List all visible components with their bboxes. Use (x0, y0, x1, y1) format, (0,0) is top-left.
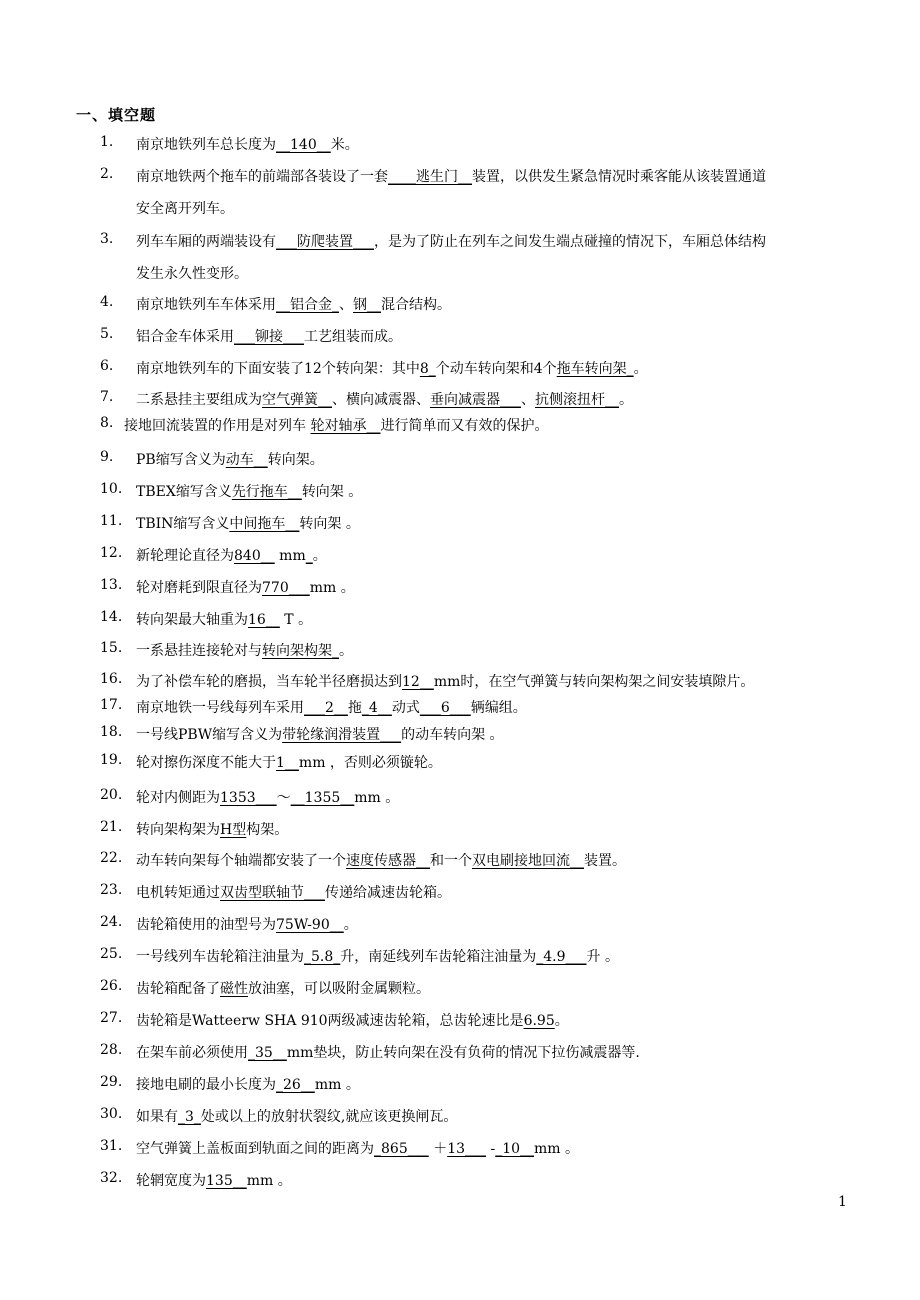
question-number: 22. (100, 850, 123, 866)
question-text: 南京地铁一号线每列车采用___2__拖_4__动式___6___辆编组。 (136, 700, 527, 716)
section-title: 一、填空题 (76, 106, 157, 124)
question-text: 电机转矩通过双齿型联轴节___传递给减速齿轮箱。 (136, 885, 451, 901)
question-number: 12. (100, 545, 123, 561)
question-text: 在架车前必须使用_35__mm垫块，防止转向架在没有负荷的情况下拉伤减震器等. (136, 1045, 640, 1061)
question-text: 新轮理论直径为840__ mm_。 (136, 548, 327, 564)
question-text: 齿轮箱配备了磁性放油塞，可以吸附金属颗粒。 (136, 981, 430, 997)
question-text: 铝合金车体采用___铆接___工艺组装而成。 (136, 329, 402, 345)
question-number: 15. (100, 640, 123, 656)
question-number: 5. (100, 326, 114, 342)
question-text-continued: 发生永久性变形。 (136, 266, 248, 282)
question-text: 转向架构架为H型构架。 (136, 822, 289, 838)
question-text: 轮对磨耗到限直径为770___mm 。 (136, 580, 355, 596)
question-text: 轮辋宽度为135__mm 。 (136, 1173, 292, 1189)
question-text: 南京地铁两个拖车的前端部各装设了一套____逃生门__装置，以供发生紧急情况时乘客能从该装置通道 (136, 169, 766, 185)
question-number: 19. (100, 752, 123, 768)
question-number: 6. (100, 358, 114, 374)
question-text: 转向架最大轴重为16__ T 。 (136, 612, 313, 628)
question-number: 14. (100, 609, 123, 625)
question-number: 17. (100, 697, 123, 713)
question-number: 1. (100, 134, 114, 150)
question-text: 齿轮箱是Watteerw SHA 910两级减速齿轮箱，总齿轮速比是6.95。 (136, 1013, 569, 1029)
question-number: 27. (100, 1010, 123, 1026)
question-number: 23. (100, 882, 123, 898)
question-number: 9. (100, 449, 114, 465)
question-number: 25. (100, 946, 123, 962)
question-number: 31. (100, 1138, 123, 1154)
question-text: 一号线列车齿轮箱注油量为_5.8_升，南延线列车齿轮箱注油量为_4.9___升 。 (136, 949, 619, 965)
question-text: 如果有_3_处或以上的放射状裂纹,就应该更换闸瓦。 (136, 1109, 458, 1125)
question-number: 3. (100, 231, 114, 247)
question-text: 南京地铁列车总长度为__140__米。 (136, 137, 359, 153)
question-text: 轮对擦伤深度不能大于1__mm ，否则必须镟轮。 (136, 755, 442, 771)
question-text: 齿轮箱使用的油型号为75W-90__。 (136, 917, 358, 933)
question-text: 接地回流装置的作用是对列车 轮对轴承__进行简单而又有效的保护。 (124, 418, 549, 434)
question-text: 南京地铁列车的下面安装了12个转向架：其中8_个动车转向架和4个拖车转向架_。 (136, 361, 648, 377)
question-number: 26. (100, 978, 123, 994)
question-text: 二系悬挂主要组成为空气弹簧__、横向减震器、垂向减震器___、抗侧滚扭杆__。 (136, 392, 633, 408)
question-number: 10. (100, 481, 123, 497)
question-text: TBIN缩写含义中间拖车__转向架 。 (136, 516, 360, 532)
question-number: 32. (100, 1170, 123, 1186)
question-text: 为了补偿车轮的磨损，当车轮半径磨损达到12__mm时，在空气弹簧与转向架构架之间安装填隙片。 (136, 674, 755, 690)
question-number: 18. (100, 724, 123, 740)
question-text: 南京地铁列车车体采用__铝合金_、钢__混合结构。 (136, 297, 451, 313)
question-text: 一系悬挂连接轮对与转向架构架_。 (136, 643, 353, 659)
question-number: 29. (100, 1074, 123, 1090)
question-number: 16. (100, 671, 123, 687)
question-number: 4. (100, 294, 114, 310)
question-text: 动车转向架每个轴端都安装了一个速度传感器__和一个双电刷接地回流__装置。 (136, 853, 626, 869)
question-text: 空气弹簧上盖板面到轨面之间的距离为_865___ ＋13___ -_10__mm 。 (136, 1141, 580, 1157)
question-text-continued: 安全离开列车。 (136, 201, 234, 217)
question-text: 接地电刷的最小长度为_26__mm 。 (136, 1077, 360, 1093)
question-text: 列车车厢的两端装设有___防爬装置___，是为了防止在列车之间发生端点碰撞的情况下，车厢总体结构 (136, 234, 766, 250)
question-number: 21. (100, 819, 123, 835)
question-number: 24. (100, 914, 123, 930)
question-text: TBEX缩写含义先行拖车__转向架 。 (136, 484, 363, 500)
page-number: 1 (838, 1194, 847, 1210)
question-text: PB缩写含义为动车__转向架。 (136, 452, 324, 468)
question-text: 轮对内侧距为1353___～__1355__mm 。 (136, 790, 400, 806)
question-number: 20. (100, 787, 123, 803)
question-number: 2. (100, 166, 114, 182)
question-number: 11. (100, 513, 123, 529)
question-number: 28. (100, 1042, 123, 1058)
question-number: 7. (100, 389, 114, 405)
question-number: 30. (100, 1106, 123, 1122)
question-number: 13. (100, 577, 123, 593)
question-number: 8. (100, 415, 114, 431)
question-text: 一号线PBW缩写含义为带轮缘润滑装置___的动车转向架 。 (136, 727, 504, 743)
